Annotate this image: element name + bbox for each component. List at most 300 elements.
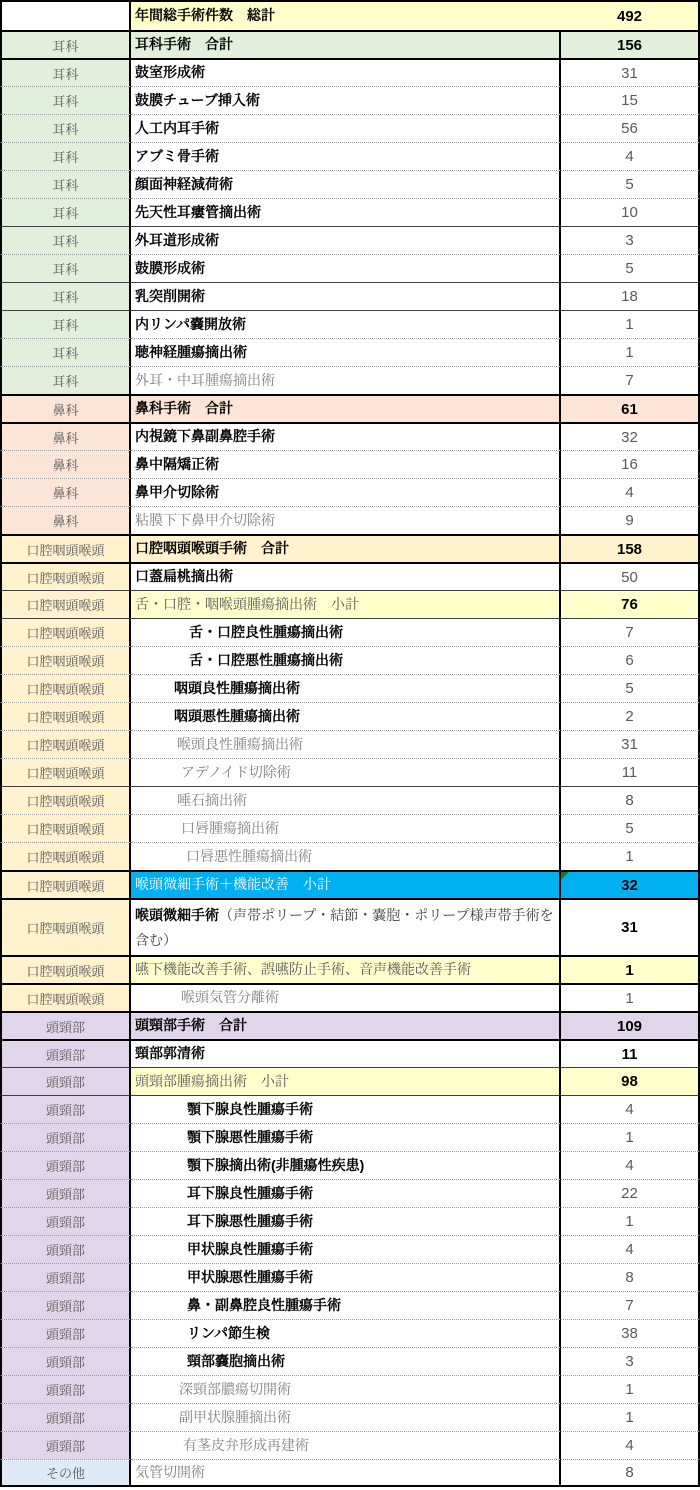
category-cell[interactable] — [0, 1151, 131, 1179]
table-row — [0, 618, 700, 646]
table-row — [0, 1207, 700, 1235]
category-cell[interactable] — [0, 646, 131, 674]
category-label: 口腔咽頭喉頭 — [26, 654, 105, 669]
category-cell[interactable] — [0, 114, 131, 142]
category-label: 頭頸部 — [45, 1383, 85, 1398]
count-cell[interactable] — [561, 1207, 700, 1235]
procedure-cell[interactable] — [131, 730, 561, 758]
procedure-label: 顎下腺良性腫瘍手術 — [187, 1100, 313, 1117]
category-cell[interactable] — [0, 842, 131, 870]
procedure-label: 乳突削開術 — [135, 287, 205, 304]
table-row — [0, 1347, 700, 1375]
category-label: 口腔咽頭喉頭 — [26, 570, 105, 586]
table-row — [0, 590, 700, 618]
count-cell[interactable] — [561, 1123, 700, 1151]
table-row — [0, 1431, 700, 1459]
procedure-cell[interactable] — [131, 0, 561, 30]
table-row — [0, 702, 700, 730]
count-value: 1 — [625, 344, 634, 361]
count-cell[interactable] — [561, 842, 700, 870]
category-cell[interactable] — [0, 170, 131, 198]
count-cell[interactable] — [561, 618, 700, 646]
count-cell[interactable] — [561, 730, 700, 758]
procedure-cell[interactable] — [131, 310, 561, 338]
category-cell[interactable] — [0, 983, 131, 1011]
procedure-label: 気管切開術 — [135, 1463, 205, 1480]
procedure-cell[interactable] — [131, 842, 561, 870]
category-label: 鼻科 — [52, 458, 79, 473]
category-cell[interactable] — [0, 758, 131, 786]
table-row — [0, 842, 700, 870]
table-row — [0, 674, 700, 702]
count-value: 76 — [621, 596, 638, 613]
count-cell[interactable] — [561, 1095, 700, 1123]
procedure-cell[interactable] — [131, 870, 561, 898]
count-value: 1 — [625, 1213, 634, 1230]
procedure-cell[interactable] — [131, 1403, 561, 1431]
count-cell[interactable] — [561, 1039, 700, 1067]
count-cell[interactable] — [561, 898, 700, 955]
category-cell[interactable] — [0, 226, 131, 254]
category-cell[interactable] — [0, 450, 131, 478]
table-row — [0, 1039, 700, 1067]
procedure-cell[interactable] — [131, 254, 561, 282]
category-label: 耳科 — [52, 374, 79, 389]
count-cell[interactable] — [561, 506, 700, 534]
category-cell[interactable] — [0, 590, 131, 618]
count-value: 16 — [621, 456, 638, 473]
category-label: 口腔咽頭喉頭 — [26, 626, 105, 641]
count-cell[interactable] — [561, 1319, 700, 1347]
procedure-cell[interactable] — [131, 1151, 561, 1179]
table-row — [0, 1319, 700, 1347]
category-cell[interactable] — [0, 282, 131, 310]
table-row — [0, 983, 700, 1011]
count-cell[interactable] — [561, 170, 700, 198]
procedure-cell[interactable] — [131, 1011, 561, 1039]
procedure-cell[interactable] — [131, 702, 561, 730]
procedure-cell[interactable] — [131, 983, 561, 1011]
count-cell[interactable] — [561, 1459, 700, 1487]
procedure-label: 甲状腺良性腫瘍手術 — [187, 1240, 313, 1257]
table-row — [0, 254, 700, 282]
count-cell[interactable] — [561, 338, 700, 366]
procedure-cell[interactable] — [131, 1095, 561, 1123]
table-row — [0, 1179, 700, 1207]
category-label: 口腔咽頭喉頭 — [26, 794, 105, 809]
count-cell[interactable] — [561, 870, 700, 898]
table-row — [0, 114, 700, 142]
category-label: 耳科 — [52, 178, 79, 193]
table-row — [0, 338, 700, 366]
table-row — [0, 170, 700, 198]
procedure-label: 顎下腺悪性腫瘍手術 — [187, 1128, 313, 1145]
category-cell[interactable] — [0, 198, 131, 226]
count-value: 1 — [625, 961, 634, 979]
count-cell[interactable] — [561, 1375, 700, 1403]
category-label: 口腔咽頭喉頭 — [26, 991, 105, 1007]
procedure-cell[interactable] — [131, 1319, 561, 1347]
procedure-cell[interactable] — [131, 1235, 561, 1263]
table-row — [0, 58, 700, 86]
category-label: 頭頸部 — [45, 1243, 85, 1258]
table-row — [0, 1403, 700, 1431]
category-cell[interactable] — [0, 366, 131, 394]
procedure-cell[interactable] — [131, 786, 561, 814]
count-cell[interactable] — [561, 1011, 700, 1039]
procedure-label: 年間総手術件数 総計 — [135, 7, 275, 24]
procedure-cell[interactable] — [131, 422, 561, 450]
count-value: 11 — [621, 1045, 638, 1063]
count-value: 1 — [625, 1129, 634, 1146]
table-row — [0, 870, 700, 898]
count-cell[interactable] — [561, 1291, 700, 1319]
procedure-cell[interactable] — [131, 618, 561, 646]
table-row — [0, 758, 700, 786]
table-row — [0, 478, 700, 506]
table-row — [0, 1095, 700, 1123]
category-cell[interactable] — [0, 562, 131, 590]
table-row — [0, 1375, 700, 1403]
procedure-label: 顔面神経減荷術 — [135, 175, 233, 192]
procedure-label: 唾石摘出術 — [177, 791, 247, 808]
category-label: 耳科 — [52, 38, 79, 54]
procedure-label: 内リンパ嚢開放術 — [135, 315, 247, 332]
count-value: 4 — [625, 1157, 634, 1174]
count-cell[interactable] — [561, 366, 700, 394]
category-cell[interactable] — [0, 1459, 131, 1487]
category-label: 口腔咽頭喉頭 — [26, 766, 105, 781]
procedure-cell[interactable] — [131, 170, 561, 198]
category-label: その他 — [45, 1466, 85, 1481]
procedure-cell[interactable] — [131, 955, 561, 983]
procedure-label: 顎下腺摘出術(非腫瘍性疾患) — [187, 1156, 365, 1173]
procedure-label: 聴神経腫瘍摘出術 — [135, 343, 247, 360]
category-cell[interactable] — [0, 1403, 131, 1431]
category-cell[interactable] — [0, 142, 131, 170]
table-row — [0, 1235, 700, 1263]
count-value: 4 — [625, 1241, 634, 1258]
table-row — [0, 0, 700, 30]
procedure-cell[interactable] — [131, 282, 561, 310]
count-value: 2 — [625, 708, 634, 725]
category-cell[interactable] — [0, 338, 131, 366]
procedure-label: 甲状腺悪性腫瘍手術 — [187, 1268, 313, 1285]
category-cell[interactable] — [0, 254, 131, 282]
count-value: 1 — [625, 848, 634, 865]
table-row — [0, 1123, 700, 1151]
procedure-cell[interactable] — [131, 1375, 561, 1403]
count-value: 61 — [621, 400, 638, 418]
category-cell[interactable] — [0, 1347, 131, 1375]
procedure-cell[interactable] — [131, 1207, 561, 1235]
count-value: 50 — [621, 568, 638, 586]
count-cell[interactable] — [561, 86, 700, 114]
category-label: 耳科 — [52, 290, 79, 305]
table-row — [0, 366, 700, 394]
category-cell[interactable] — [0, 58, 131, 86]
category-label: 頭頸部 — [45, 1047, 85, 1063]
category-cell[interactable] — [0, 674, 131, 702]
category-cell[interactable] — [0, 1431, 131, 1459]
count-value: 5 — [625, 820, 634, 837]
category-label: 頭頸部 — [45, 1271, 85, 1286]
count-cell[interactable] — [561, 758, 700, 786]
procedure-cell[interactable] — [131, 898, 561, 955]
count-cell[interactable] — [561, 1347, 700, 1375]
category-label: 鼻科 — [52, 514, 79, 529]
procedure-label: 耳科手術 合計 — [135, 36, 233, 53]
procedure-label: 深頸部膿瘍切開術 — [179, 1380, 291, 1397]
procedure-label: 口唇悪性腫瘍摘出術 — [186, 847, 312, 864]
procedure-label: 頭頸部腫瘍摘出術 小計 — [135, 1072, 289, 1089]
category-label: 耳科 — [52, 94, 79, 109]
count-value: 56 — [621, 120, 638, 137]
procedure-cell[interactable] — [131, 30, 561, 58]
count-cell[interactable] — [561, 394, 700, 422]
count-value: 8 — [625, 1464, 634, 1481]
count-cell[interactable] — [561, 814, 700, 842]
count-cell[interactable] — [561, 1179, 700, 1207]
category-cell[interactable] — [0, 534, 131, 562]
count-value: 32 — [621, 876, 638, 894]
category-cell[interactable] — [0, 1011, 131, 1039]
category-cell[interactable] — [0, 786, 131, 814]
count-cell[interactable] — [561, 422, 700, 450]
count-cell[interactable] — [561, 1067, 700, 1095]
count-value: 3 — [625, 232, 634, 249]
category-cell[interactable] — [0, 1095, 131, 1123]
count-cell[interactable] — [561, 1235, 700, 1263]
category-cell[interactable] — [0, 0, 131, 30]
procedure-cell[interactable] — [131, 394, 561, 422]
count-value: 1 — [625, 1409, 634, 1426]
category-cell[interactable] — [0, 730, 131, 758]
procedure-label: 嚥下機能改善手術、誤嚥防止手術、音声機能改善手術 — [135, 961, 471, 978]
count-value: 8 — [625, 1269, 634, 1286]
count-cell[interactable] — [561, 1263, 700, 1291]
category-label: 頭頸部 — [45, 1439, 85, 1454]
procedure-cell[interactable] — [131, 226, 561, 254]
category-label: 口腔咽頭喉頭 — [26, 963, 105, 979]
table-row — [0, 814, 700, 842]
procedure-cell[interactable] — [131, 1347, 561, 1375]
table-row — [0, 1291, 700, 1319]
procedure-label: 頸部郭清術 — [135, 1045, 205, 1062]
count-cell[interactable] — [561, 674, 700, 702]
procedure-cell[interactable] — [131, 114, 561, 142]
table-row — [0, 422, 700, 450]
procedure-label: 咽頭悪性腫瘍摘出術 — [174, 707, 300, 724]
procedure-label: 鼻甲介切除術 — [135, 483, 219, 500]
table-row — [0, 30, 700, 58]
category-label: 頭頸部 — [45, 1299, 85, 1314]
category-cell[interactable] — [0, 506, 131, 534]
count-cell[interactable] — [561, 30, 700, 58]
procedure-cell[interactable] — [131, 142, 561, 170]
count-cell[interactable] — [561, 0, 700, 30]
count-value: 4 — [625, 148, 634, 165]
category-cell[interactable] — [0, 422, 131, 450]
category-label: 口腔咽頭喉頭 — [26, 921, 105, 936]
procedure-cell[interactable] — [131, 1123, 561, 1151]
count-cell[interactable] — [561, 198, 700, 226]
count-cell[interactable] — [561, 955, 700, 983]
procedure-label: 口蓋扁桃摘出術 — [135, 568, 233, 585]
table-row — [0, 282, 700, 310]
procedure-label: 耳下腺良性腫瘍手術 — [187, 1184, 313, 1201]
category-cell[interactable] — [0, 478, 131, 506]
count-cell[interactable] — [561, 590, 700, 618]
procedure-cell[interactable] — [131, 1067, 561, 1095]
count-cell[interactable] — [561, 478, 700, 506]
category-cell[interactable] — [0, 955, 131, 983]
category-label: 口腔咽頭喉頭 — [26, 542, 105, 558]
procedure-cell[interactable] — [131, 506, 561, 534]
category-cell[interactable] — [0, 702, 131, 730]
category-cell[interactable] — [0, 1375, 131, 1403]
category-cell[interactable] — [0, 814, 131, 842]
category-label: 耳科 — [52, 150, 79, 165]
procedure-cell[interactable] — [131, 534, 561, 562]
category-cell[interactable] — [0, 870, 131, 898]
count-value: 3 — [625, 1353, 634, 1370]
count-cell[interactable] — [561, 310, 700, 338]
procedure-label: 副甲状腺腫摘出術 — [179, 1408, 291, 1425]
category-cell[interactable] — [0, 1291, 131, 1319]
category-cell[interactable] — [0, 898, 131, 955]
procedure-cell[interactable] — [131, 1431, 561, 1459]
procedure-label: 喉頭気管分離術 — [181, 989, 279, 1006]
count-cell[interactable] — [561, 1431, 700, 1459]
count-value: 38 — [621, 1325, 638, 1342]
category-label: 頭頸部 — [45, 1159, 85, 1174]
procedure-label: 鼻中隔矯正術 — [135, 455, 219, 472]
count-cell[interactable] — [561, 450, 700, 478]
count-value: 109 — [616, 1017, 643, 1035]
category-cell[interactable] — [0, 1207, 131, 1235]
category-label: 口腔咽頭喉頭 — [26, 822, 105, 837]
count-cell[interactable] — [561, 114, 700, 142]
count-value: 98 — [621, 1073, 638, 1090]
procedure-label: 粘膜下下鼻甲介切除術 — [135, 511, 275, 528]
count-value: 492 — [616, 7, 643, 25]
table-row — [0, 786, 700, 814]
count-cell[interactable] — [561, 646, 700, 674]
count-cell[interactable] — [561, 562, 700, 590]
count-cell[interactable] — [561, 1403, 700, 1431]
count-value: 9 — [625, 512, 634, 529]
count-cell[interactable] — [561, 1151, 700, 1179]
category-label: 口腔咽頭喉頭 — [26, 682, 105, 697]
count-cell[interactable] — [561, 254, 700, 282]
category-cell[interactable] — [0, 618, 131, 646]
count-cell[interactable] — [561, 58, 700, 86]
count-value: 1 — [625, 316, 634, 333]
procedure-cell[interactable] — [131, 1179, 561, 1207]
procedure-label-note: （声帯ポリープ・結節・嚢胞・ポリープ様声帯手術を含む） — [135, 906, 554, 948]
category-cell[interactable] — [0, 1067, 131, 1095]
category-cell[interactable] — [0, 1235, 131, 1263]
category-label: 頭頸部 — [45, 1215, 85, 1230]
procedure-cell[interactable] — [131, 478, 561, 506]
category-cell[interactable] — [0, 1263, 131, 1291]
category-label: 口腔咽頭喉頭 — [26, 878, 105, 894]
procedure-cell[interactable] — [131, 450, 561, 478]
category-label: 頭頸部 — [45, 1103, 85, 1118]
procedure-cell[interactable] — [131, 814, 561, 842]
category-cell[interactable] — [0, 1319, 131, 1347]
category-label: 頭頸部 — [45, 1075, 85, 1090]
category-cell[interactable] — [0, 310, 131, 338]
count-cell[interactable] — [561, 983, 700, 1011]
procedure-cell[interactable] — [131, 1459, 561, 1487]
category-label: 頭頸部 — [45, 1355, 85, 1370]
procedure-cell[interactable] — [131, 1263, 561, 1291]
count-value: 4 — [625, 1101, 634, 1118]
count-cell[interactable] — [561, 702, 700, 730]
procedure-cell[interactable] — [131, 338, 561, 366]
procedure-cell[interactable] — [131, 590, 561, 618]
count-cell[interactable] — [561, 226, 700, 254]
procedure-label: 咽頭良性腫瘍摘出術 — [174, 679, 300, 696]
procedure-cell[interactable] — [131, 562, 561, 590]
category-label: 頭頸部 — [45, 1327, 85, 1342]
count-value: 32 — [621, 428, 638, 446]
procedure-cell[interactable] — [131, 86, 561, 114]
category-cell[interactable] — [0, 1039, 131, 1067]
category-label: 口腔咽頭喉頭 — [26, 710, 105, 725]
procedure-cell[interactable] — [131, 198, 561, 226]
count-cell[interactable] — [561, 786, 700, 814]
procedure-label: 鼓膜チューブ挿入術 — [135, 91, 260, 108]
procedure-label: 頸部嚢胞摘出術 — [187, 1352, 285, 1369]
category-label: 鼻科 — [52, 430, 79, 446]
table-row — [0, 1263, 700, 1291]
count-cell[interactable] — [561, 534, 700, 562]
count-value: 5 — [625, 260, 634, 277]
procedure-cell[interactable] — [131, 58, 561, 86]
count-cell[interactable] — [561, 282, 700, 310]
table-row — [0, 450, 700, 478]
category-cell[interactable] — [0, 394, 131, 422]
category-label: 口腔咽頭喉頭 — [26, 598, 105, 613]
count-value: 31 — [621, 64, 638, 82]
procedure-cell[interactable] — [131, 1039, 561, 1067]
procedure-cell[interactable] — [131, 674, 561, 702]
table-row — [0, 955, 700, 983]
category-label: 頭頸部 — [45, 1131, 85, 1146]
count-cell[interactable] — [561, 142, 700, 170]
procedure-cell[interactable] — [131, 646, 561, 674]
procedure-label: リンパ節生検 — [187, 1324, 271, 1341]
procedure-cell[interactable] — [131, 1291, 561, 1319]
procedure-cell[interactable] — [131, 366, 561, 394]
category-cell[interactable] — [0, 1123, 131, 1151]
category-cell[interactable] — [0, 1179, 131, 1207]
procedure-label: 鼓室形成術 — [135, 64, 205, 81]
table-row — [0, 226, 700, 254]
category-label: 口腔咽頭喉頭 — [26, 738, 105, 753]
category-cell[interactable] — [0, 30, 131, 58]
procedure-label: 外耳道形成術 — [135, 231, 219, 248]
table-row — [0, 562, 700, 590]
category-cell[interactable] — [0, 86, 131, 114]
count-value: 18 — [621, 288, 638, 305]
procedure-label — [135, 903, 555, 953]
procedure-label: 外耳・中耳腫瘍摘出術 — [135, 371, 275, 388]
procedure-cell[interactable] — [131, 758, 561, 786]
